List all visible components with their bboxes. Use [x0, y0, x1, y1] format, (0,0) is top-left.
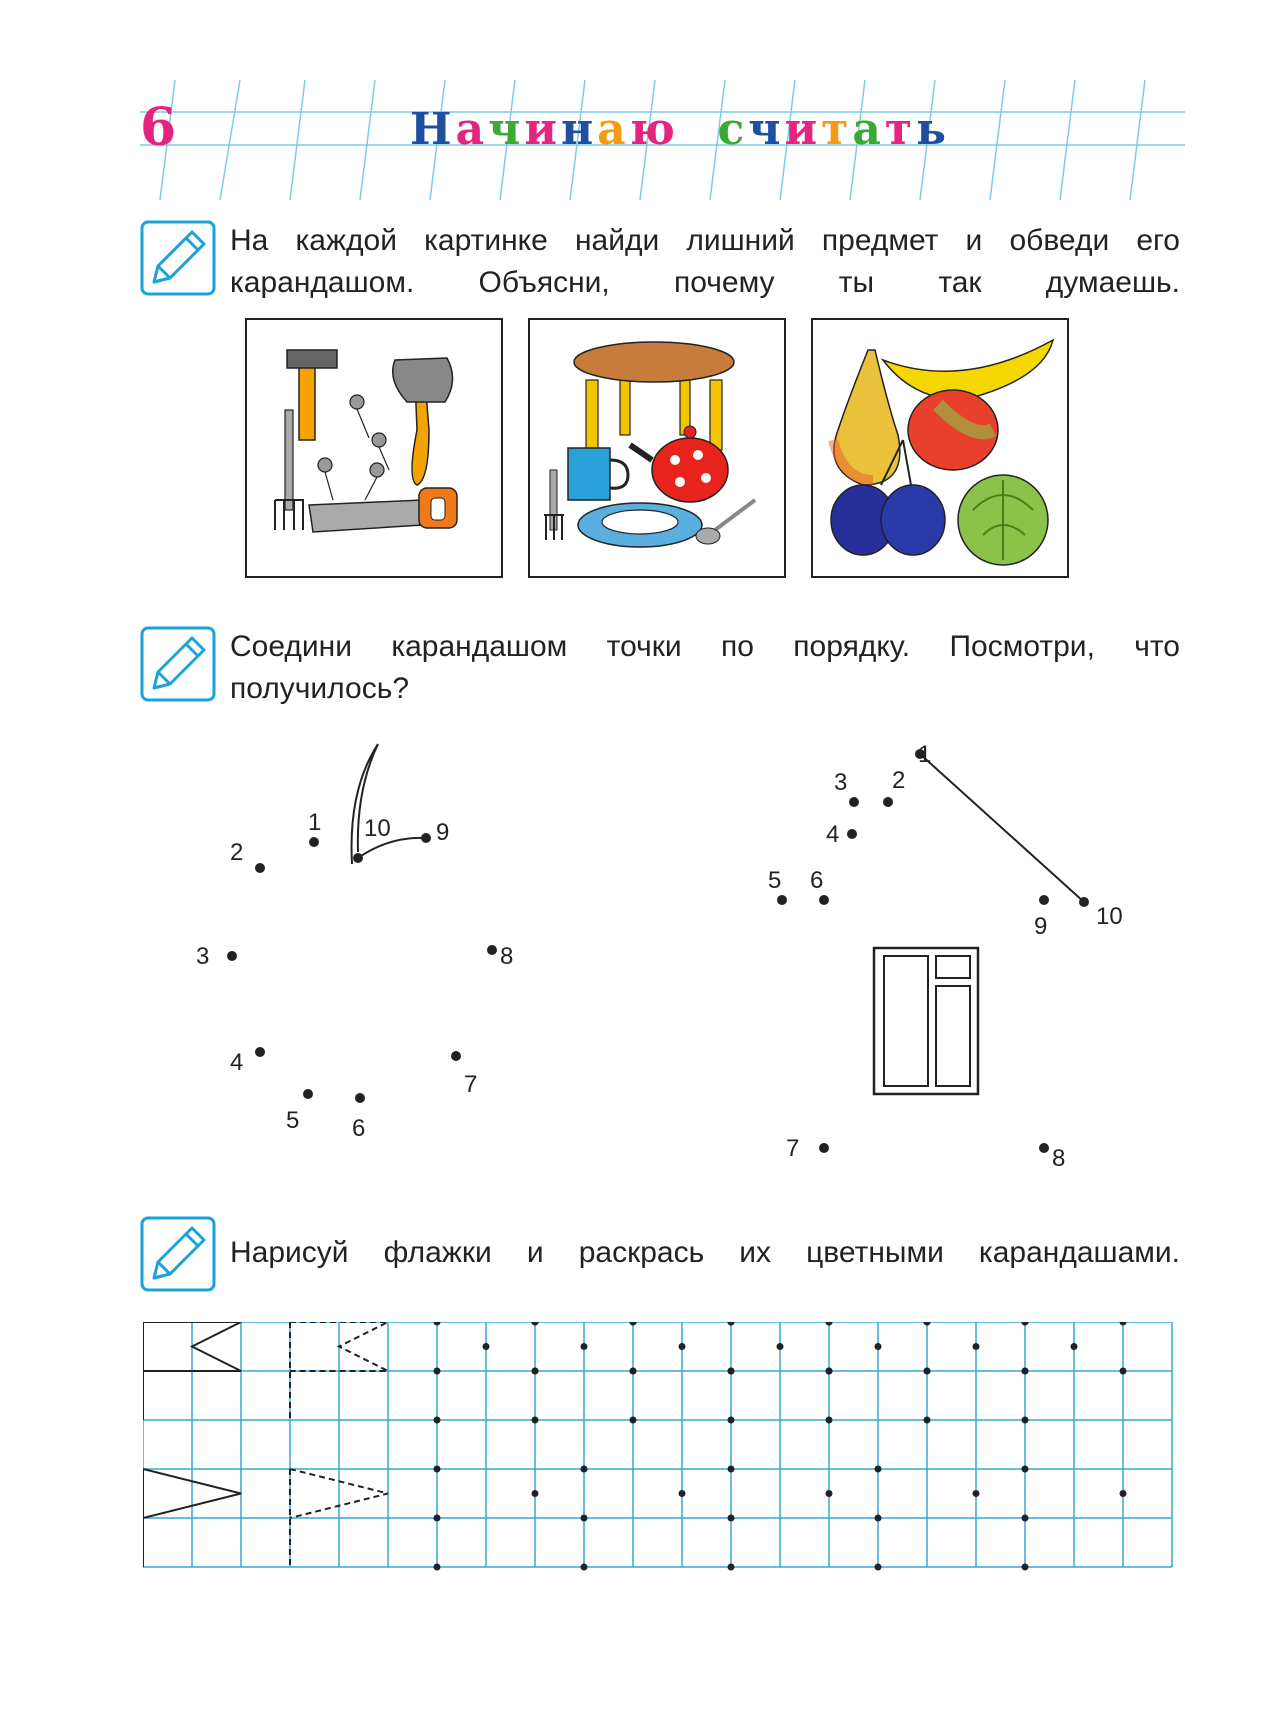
- title-letter: и: [524, 104, 561, 155]
- guide-dot: [434, 1466, 441, 1473]
- guide-dot: [630, 1368, 637, 1375]
- dot-label-1: 1: [918, 741, 932, 768]
- guide-dot: [1120, 1490, 1127, 1497]
- picture-tools: [245, 318, 503, 578]
- dot-label-6: 6: [352, 1115, 366, 1142]
- guide-dot: [875, 1343, 882, 1350]
- dot-label-8: 8: [500, 943, 514, 970]
- guide-dot: [581, 1564, 588, 1571]
- guide-dot: [679, 1343, 686, 1350]
- guide-dot: [630, 1417, 637, 1424]
- guide-dot: [532, 1490, 539, 1497]
- guide-dot: [532, 1368, 539, 1375]
- guide-dot: [826, 1368, 833, 1375]
- page-title: [410, 104, 951, 155]
- guide-dot: [434, 1564, 441, 1571]
- dot-label-8: 8: [1052, 1145, 1066, 1172]
- guide-dot: [728, 1466, 735, 1473]
- dot-label-3: 3: [834, 769, 848, 796]
- guide-dot: [1022, 1417, 1029, 1424]
- guide-dot: [581, 1343, 588, 1350]
- title-letter: с: [717, 104, 749, 155]
- dot-label-5: 5: [768, 867, 782, 894]
- dot-label-2: 2: [892, 767, 906, 794]
- dot-label-10: 10: [1096, 903, 1123, 930]
- guide-dot: [728, 1515, 735, 1522]
- task-1-text: На каждой картинке найди лишний предмет и обведи его карандашом. Объясни, почему ты так думаешь.: [230, 224, 1180, 299]
- title-letter: а: [597, 104, 630, 155]
- guide-dot: [1071, 1343, 1078, 1350]
- pencil-icon: [140, 626, 216, 702]
- guide-dot: [973, 1490, 980, 1497]
- picture-fruits: [811, 318, 1069, 578]
- guide-dot: [1022, 1322, 1029, 1326]
- guide-dot: [728, 1322, 735, 1326]
- title-letter: ю: [629, 104, 679, 155]
- dot-label-4: 4: [826, 821, 840, 848]
- guide-dot: [532, 1417, 539, 1424]
- title-letter: а: [852, 104, 885, 155]
- title-letter: ч: [488, 104, 525, 155]
- guide-dot: [728, 1564, 735, 1571]
- dot-label-7: 7: [464, 1071, 478, 1098]
- title-letter: н: [560, 104, 598, 155]
- guide-dot: [924, 1368, 931, 1375]
- guide-dot: [973, 1343, 980, 1350]
- guide-dot: [924, 1417, 931, 1424]
- guide-dot: [532, 1322, 539, 1326]
- guide-dot: [826, 1322, 833, 1326]
- dot-label-7: 7: [786, 1135, 800, 1162]
- guide-dot: [875, 1564, 882, 1571]
- guide-dot: [728, 1417, 735, 1424]
- dot-label-9: 9: [1034, 913, 1048, 940]
- dot-label-1: 1: [308, 809, 322, 836]
- guide-dot: [1022, 1466, 1029, 1473]
- dot-puzzle-house: [740, 730, 1160, 1180]
- guide-dot: [1022, 1368, 1029, 1375]
- guide-dot: [581, 1466, 588, 1473]
- guide-dot: [728, 1368, 735, 1375]
- title-letter: т: [884, 104, 917, 155]
- guide-dot: [434, 1322, 441, 1326]
- guide-dot: [630, 1322, 637, 1326]
- guide-dot: [924, 1322, 931, 1326]
- dot-puzzle-apple: [180, 730, 580, 1150]
- guide-dot: [777, 1343, 784, 1350]
- dot-label-9: 9: [436, 819, 450, 846]
- guide-dot: [875, 1466, 882, 1473]
- picture-kitchen: [528, 318, 786, 578]
- guide-dot: [434, 1417, 441, 1424]
- dot-label-4: 4: [230, 1049, 244, 1076]
- title-letter: ь: [916, 104, 951, 155]
- guide-dot: [875, 1515, 882, 1522]
- guide-dot: [483, 1343, 490, 1350]
- guide-dot: [679, 1490, 686, 1497]
- task-2-text: Соедини карандашом точки по порядку. Посмотри, что получилось?: [230, 630, 1180, 705]
- pencil-icon: [140, 220, 216, 296]
- dot-label-3: 3: [196, 943, 210, 970]
- dot-label-6: 6: [810, 867, 824, 894]
- guide-dot: [434, 1515, 441, 1522]
- title-letter: а: [455, 104, 489, 155]
- guide-dot: [1022, 1564, 1029, 1571]
- flag-drawing-grid: [143, 1322, 1178, 1572]
- guide-dot: [826, 1417, 833, 1424]
- guide-dot: [1120, 1322, 1127, 1326]
- title-letter: т: [821, 104, 853, 155]
- pencil-icon: [140, 1216, 216, 1292]
- guide-dot: [581, 1515, 588, 1522]
- guide-dot: [826, 1490, 833, 1497]
- page-number: 6: [140, 97, 177, 158]
- guide-dot: [1120, 1368, 1127, 1375]
- dot-label-2: 2: [230, 839, 244, 866]
- guide-dot: [1022, 1515, 1029, 1522]
- title-letter: [679, 108, 718, 152]
- dot-label-5: 5: [286, 1107, 300, 1134]
- title-letter: Н: [410, 104, 456, 155]
- title-letter: и: [784, 104, 822, 155]
- task-3-text: Нарисуй флажки и раскрась их цветными карандашами.: [230, 1236, 1180, 1269]
- dot-label-10: 10: [364, 815, 391, 842]
- title-letter: ч: [748, 104, 785, 155]
- guide-dot: [434, 1368, 441, 1375]
